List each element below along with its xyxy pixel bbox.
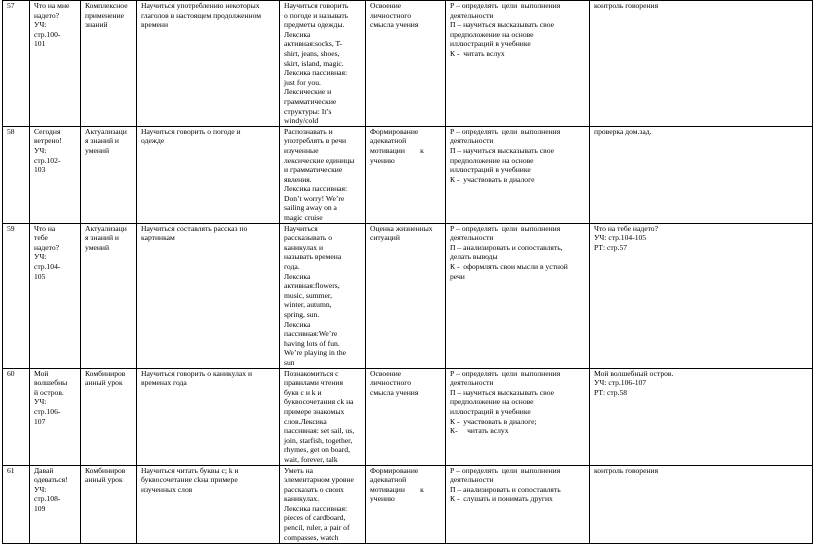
lesson-number-cell: 61 [3, 465, 30, 543]
lesson-type-cell: Комплексное применение знаний [81, 1, 137, 127]
vocabulary-cell: Уметь на элементарном уровне рассказать о своих каникулах. Лексика пассивная: pieces of cardboard, pencil, ruler, a pair of compasses, watch [280, 465, 366, 543]
goals-cell: Научиться говорить о погоде и одежде [137, 126, 280, 223]
vocabulary-cell: Распознавать и употреблять в речи изученные лексические единицы и грамматические явления. Лексика пассивная: Don’t worry! We’re sailing away on a magic cruise [280, 126, 366, 223]
vocabulary-cell: Научиться говорить о погоде и называть предметы одежды. Лексика активная:socks, T- shirt, jeans, shoes, skirt, island, magic. Лексика пассивная: just for you. Лексические и грамматические структуры: It’s windy/cold [280, 1, 366, 127]
learning-actions-cell: Р – определять цели выполнения деятельности П – научиться высказывать свое предположение на основе иллюстраций в учебнике К - участвовать в диалоге; К- читать вслух [446, 368, 590, 465]
personal-results-cell: Оценка жизненных ситуаций [366, 223, 446, 368]
personal-results-cell: Формирование адекватной мотивации к учению [366, 126, 446, 223]
topic-cell: Что на тебе надето? УЧ: стр.104- 105 [30, 223, 81, 368]
topic-cell: Мой волшебны й остров. УЧ: стр.106- 107 [30, 368, 81, 465]
personal-results-cell: Освоение личностного смысла учения [366, 368, 446, 465]
learning-actions-cell: Р – определять цели выполнения деятельности П – научиться высказывать свое предположение на основе иллюстраций в учебнике К - читать вслух [446, 1, 590, 127]
topic-cell: Что на мне надето? УЧ: стр.100- 101 [30, 1, 81, 127]
lesson-number-cell: 58 [3, 126, 30, 223]
control-cell: Мой волшебный остров. УЧ: стр.106-107 РТ: стр.58 [590, 368, 813, 465]
table-row [3, 465, 813, 543]
learning-actions-cell: Р – определять цели выполнения деятельности П – анализировать и сопоставлять К - слушать и понимать других [446, 465, 590, 543]
control-cell: контроль говорения [590, 1, 813, 127]
lesson-number-cell: 60 [3, 368, 30, 465]
lesson-type-cell: Комбиниров анный урок [81, 368, 137, 465]
lesson-type-cell: Комбиниров анный урок [81, 465, 137, 543]
goals-cell: Научиться составлять рассказ по картинкам [137, 223, 280, 368]
goals-cell: Научиться читать буквы c; k и буквосочетание ckна примере изученных слов [137, 465, 280, 543]
learning-actions-cell: Р – определять цели выполнения деятельности П – анализировать и сопоставлять, делать выводы К - оформлять свои мысли в устной речи [446, 223, 590, 368]
control-cell: Что на тебе надето? УЧ: стр.104-105 РТ: стр.57 [590, 223, 813, 368]
lesson-number-cell: 57 [3, 1, 30, 127]
table-row [3, 1, 813, 127]
table-row [3, 223, 813, 368]
lesson-plan-table [2, 0, 813, 544]
personal-results-cell: Освоение личностного смысла учения [366, 1, 446, 127]
personal-results-cell: Формирование адекватной мотивации к учению [366, 465, 446, 543]
table-row [3, 368, 813, 465]
control-cell: контроль говорения [590, 465, 813, 543]
topic-cell: Сегодня ветрено! УЧ: стр.102- 103 [30, 126, 81, 223]
learning-actions-cell: Р – определять цели выполнения деятельности П – научиться высказывать свое предположение на основе иллюстраций в учебнике К - участвовать в диалоге [446, 126, 590, 223]
vocabulary-cell: Научиться рассказывать о каникулах и называть времена года. Лексика активная:flowers, music, summer, winter, autumn, spring, sun. Лексика пассивная:We’re having lots of fun. We’re playing in the sun [280, 223, 366, 368]
goals-cell: Научиться говорить о каникулах и временах года [137, 368, 280, 465]
control-cell: проверка дом.зад. [590, 126, 813, 223]
goals-cell: Научиться употреблению некоторых глаголов в настоящем продолженном времени [137, 1, 280, 127]
lesson-number-cell: 59 [3, 223, 30, 368]
topic-cell: Давай одеваться! УЧ: стр.108- 109 [30, 465, 81, 543]
vocabulary-cell: Познакомиться с правилами чтения букв c и k и буквосочетания ck на примере знакомых слов.Лексика пассивная: set sail, us, join, starfish, together, rhymes, get on board, wait, forever, talk [280, 368, 366, 465]
lesson-type-cell: Актуализаци я знаний и умений [81, 223, 137, 368]
table-row [3, 126, 813, 223]
lesson-type-cell: Актуализаци я знаний и умений [81, 126, 137, 223]
